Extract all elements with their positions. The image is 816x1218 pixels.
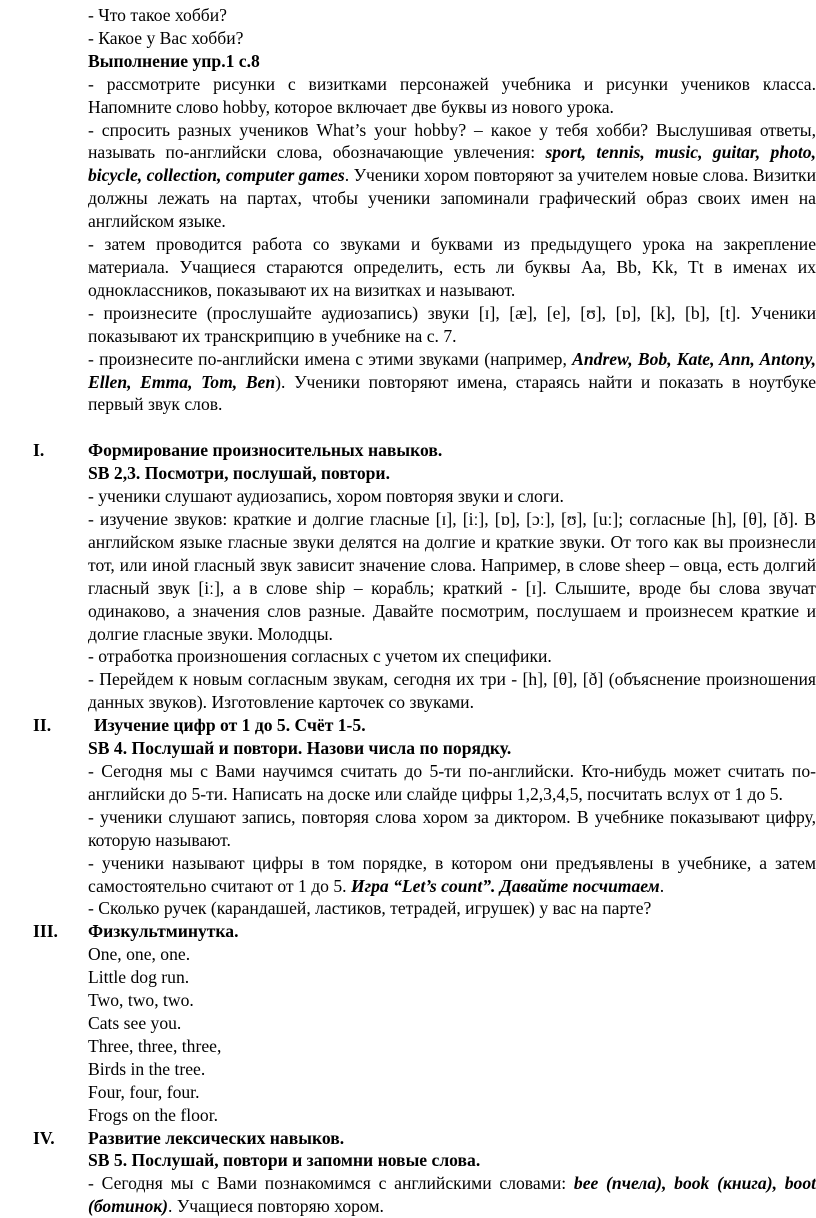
text: . <box>660 876 664 896</box>
poem-line: Four, four, four. <box>88 1081 816 1104</box>
paragraph: - произнесите (прослушайте аудиозапись) звуки [ɪ], [æ], [e], [ʊ], [ɒ], [k], [b], [t]. Ученики показывают их транскрипцию в учебнике на с. 7. <box>88 302 816 348</box>
poem-line: Three, three, three, <box>88 1035 816 1058</box>
exercise-heading: Выполнение упр.1 с.8 <box>88 50 816 73</box>
paragraph <box>88 119 816 234</box>
section-number: III. <box>33 920 58 943</box>
paragraph: - Сегодня мы с Вами научимся считать до 5-ти по-английски. Кто-нибудь может считать по-английски до 5-ти. Написать на доске или слайде цифры 1,2,3,4,5, посчитать вслух от 1 до 5. <box>88 760 816 806</box>
paragraph: - Перейдем к новым согласным звукам, сегодня их три - [h], [θ], [ð] (объяснение произношения данных звуков). Изготовление карточек со звуками. <box>88 668 816 714</box>
section-subtitle: SB 4. Послушай и повтори. Назови числа по порядку. <box>88 737 816 760</box>
paragraph: - Сколько ручек (карандашей, ластиков, тетрадей, игрушек) у вас на парте? <box>88 897 816 920</box>
paragraph: - рассмотрите рисунки с визитками персонажей учебника и рисунки учеников класса. Напомните слово hobby, которое включает две буквы из нового урока. <box>88 73 816 119</box>
paragraph: - ученики слушают запись, повторяя слова хором за диктором. В учебнике показывают цифру, которую называют. <box>88 806 816 852</box>
poem-line: Two, two, two. <box>88 989 816 1012</box>
spacer <box>33 416 816 439</box>
section-number: IV. <box>33 1127 55 1150</box>
section-title: Развитие лексических навыков. <box>88 1127 816 1150</box>
text: - ученики называют цифры в том порядке, в котором они предъявлены в учебнике, а затем самостоятельно считают от 1 до 5. <box>88 853 816 896</box>
poem-line: Little dog run. <box>88 966 816 989</box>
paragraph: - изучение звуков: краткие и долгие гласные [ɪ], [iː], [ɒ], [ɔː], [ʊ], [uː]; согласные [h], [θ], [ð]. В английском языке гласные звуки делятся на долгие и краткие звуки. От того как вы произнесли тот, или иной гласный звук зависит значение слова. Например, в слове sheep – овца, есть долгий гласный звук [iː], а в слове ship – корабль; краткий - [ɪ]. Слышите, вроде бы слова звучат одинаково, а значения слов разные. Давайте посмотрим, послушаем и произнесем краткие и долгие гласные звуки. Молодцы. <box>88 508 816 645</box>
poem-line: Frogs on the floor. <box>88 1104 816 1127</box>
section-subtitle: SB 5. Послушай, повтори и запомни новые слова. <box>88 1149 816 1172</box>
section-title: Изучение цифр от 1 до 5. Счёт 1-5. <box>88 714 816 737</box>
section-subtitle: SB 2,3. Посмотри, послушай, повтори. <box>88 462 816 485</box>
text: - спросить разных учеников What’s your hobby? – какое у тебя хобби? Выслушивая ответы, называть по-английски слова, обозначающие увлечения: <box>88 120 816 163</box>
paragraph <box>88 348 816 417</box>
paragraph <box>88 1172 816 1218</box>
text: - произнесите по-английски имена с этими звуками (например, <box>88 349 572 369</box>
section-title: Формирование произносительных навыков. <box>88 439 816 462</box>
section-3 <box>88 920 816 1126</box>
question-line: - Что такое хобби? <box>88 4 816 27</box>
section-number: I. <box>33 439 44 462</box>
document-page <box>33 4 816 1218</box>
poem-line: Birds in the tree. <box>88 1058 816 1081</box>
section-4 <box>88 1127 816 1218</box>
paragraph <box>88 852 816 898</box>
section-title: Физкультминутка. <box>88 920 816 943</box>
paragraph: - затем проводится работа со звуками и буквами из предыдущего урока на закрепление материала. Учащиеся стараются определить, есть ли буквы Aa, Bb, Kk, Tt в именах их одноклассников, показывают их на визитках и называют. <box>88 233 816 302</box>
question-line: - Какое у Вас хобби? <box>88 27 816 50</box>
text: ). Ученики повторяют имена, стараясь найти и показать в ноутбуке первый звук слов. <box>88 372 816 415</box>
section-number: II. <box>33 714 51 737</box>
section-2 <box>88 714 816 920</box>
hobby-words: sport, tennis, music, guitar, photo, bicycle, collection, computer games <box>88 142 816 185</box>
section-1 <box>88 439 816 714</box>
text: . Учащиеся повторяю хором. <box>168 1196 384 1216</box>
new-words: bee (пчела), book (книга), boot (ботинок) <box>88 1173 816 1216</box>
poem-line: Cats see you. <box>88 1012 816 1035</box>
text: . Ученики хором повторяют за учителем новые слова. Визитки должны лежать на партах, чтобы ученики запоминали графический образ своих имен на английском языке. <box>88 165 816 231</box>
names-list: Andrew, Bob, Kate, Ann, Antony, Ellen, Emma, Tom, Ben <box>88 349 816 392</box>
intro-block <box>88 4 816 416</box>
paragraph: - отработка произношения согласных с учетом их специфики. <box>88 645 816 668</box>
poem-line: One, one, one. <box>88 943 816 966</box>
text: - Сегодня мы с Вами познакомимся с английскими словами: <box>88 1173 574 1193</box>
game-title: Игра “Let’s count”. Давайте посчитаем <box>351 876 660 896</box>
paragraph: - ученики слушают аудиозапись, хором повторяя звуки и слоги. <box>88 485 816 508</box>
